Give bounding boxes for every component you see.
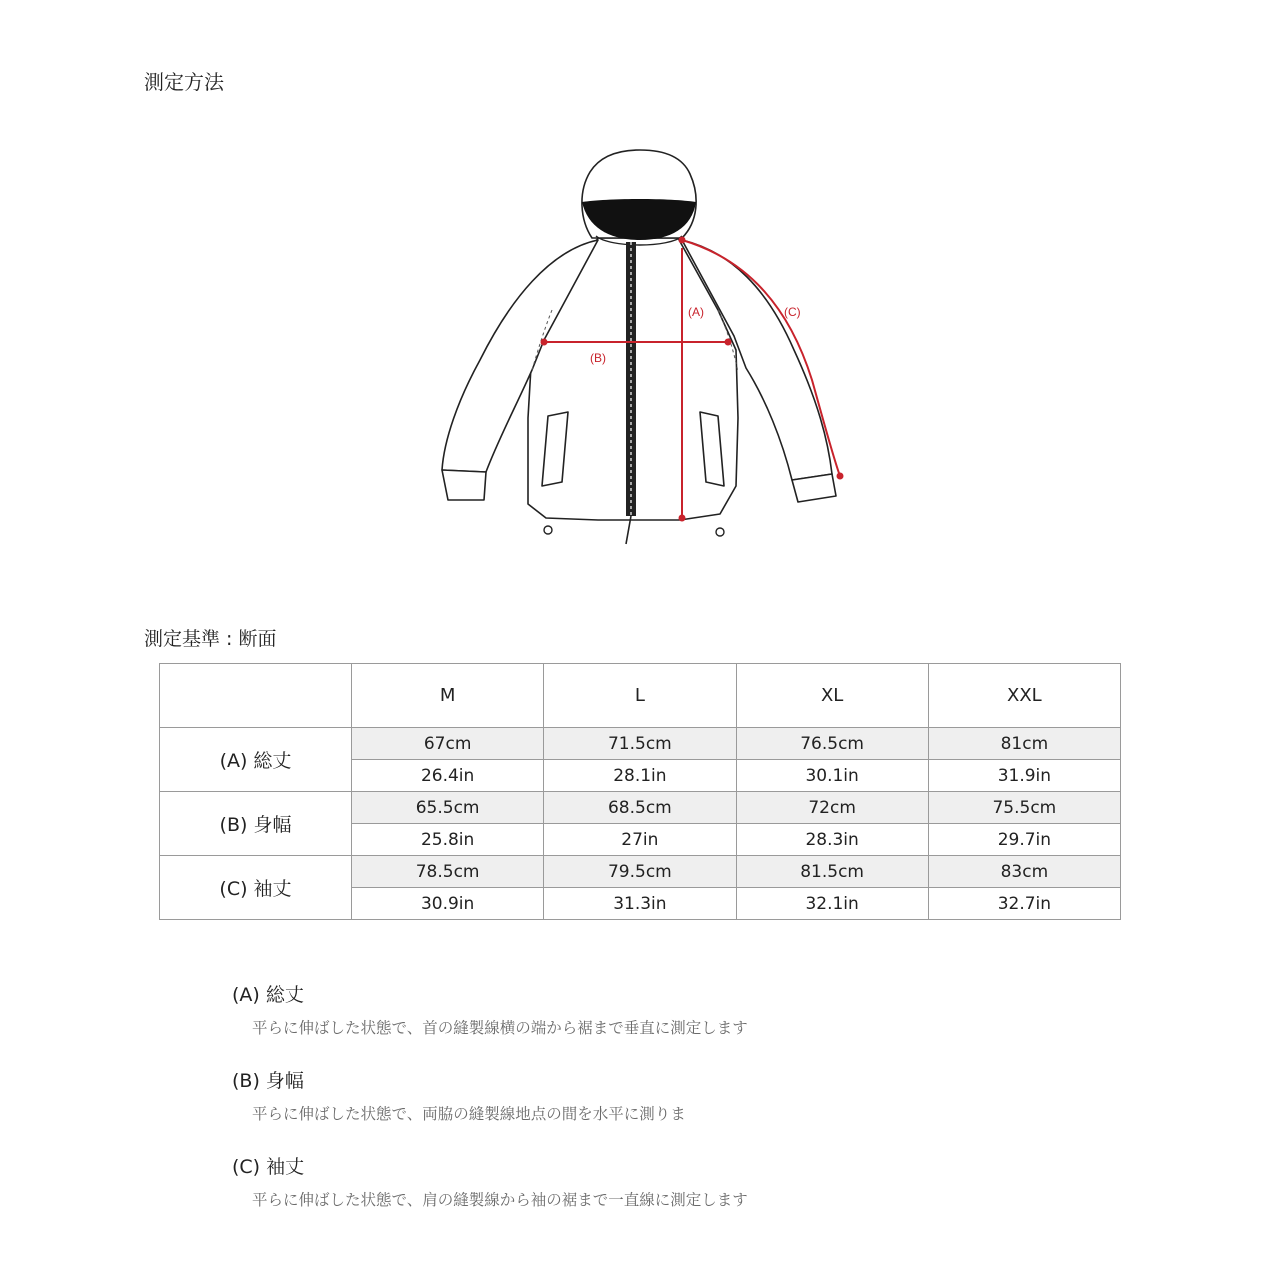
- table-cell: 76.5cm: [736, 728, 928, 760]
- description-length: [232, 980, 748, 1038]
- description-body: 平らに伸ばした状態で、首の縫製線横の端から裾まで垂直に測定します: [252, 1019, 748, 1037]
- table-cell: 68.5cm: [544, 792, 736, 824]
- table-cell: 81cm: [928, 728, 1120, 760]
- table-cell: 75.5cm: [928, 792, 1120, 824]
- table-cell: 31.3in: [544, 888, 736, 920]
- table-cell: 27in: [544, 824, 736, 856]
- table-row: [160, 728, 1121, 760]
- table-cell: 71.5cm: [544, 728, 736, 760]
- row-label-length: (A) 総丈: [160, 728, 352, 792]
- table-row: [160, 792, 1121, 824]
- table-row: [160, 856, 1121, 888]
- description-chest: [232, 1066, 686, 1124]
- table-cell: 28.1in: [544, 760, 736, 792]
- table-header-xl: XL: [736, 664, 928, 728]
- row-label-sleeve: (C) 袖丈: [160, 856, 352, 920]
- table-cell: 29.7in: [928, 824, 1120, 856]
- table-header-m: M: [352, 664, 544, 728]
- table-cell: 78.5cm: [352, 856, 544, 888]
- table-cell: 30.1in: [736, 760, 928, 792]
- description-title: (B) 身幅: [232, 1070, 304, 1092]
- table-cell: 32.7in: [928, 888, 1120, 920]
- table-header-l: L: [544, 664, 736, 728]
- label-c: (C): [784, 305, 801, 319]
- left-cuff: [442, 470, 486, 500]
- table-header-empty: [160, 664, 352, 728]
- table-cell: 31.9in: [928, 760, 1120, 792]
- description-body: 平らに伸ばした状態で、両脇の縫製線地点の間を水平に測りま: [252, 1105, 686, 1123]
- table-cell: 28.3in: [736, 824, 928, 856]
- table-cell: 83cm: [928, 856, 1120, 888]
- row-label-chest: (B) 身幅: [160, 792, 352, 856]
- table-cell: 79.5cm: [544, 856, 736, 888]
- page-title: 測定方法: [144, 70, 224, 94]
- table-cell: 32.1in: [736, 888, 928, 920]
- label-b: (B): [590, 351, 606, 365]
- description-body: 平らに伸ばした状態で、肩の縫製線から袖の裾まで一直線に測定します: [252, 1191, 748, 1209]
- table-header-row: [160, 664, 1121, 728]
- table-cell: 81.5cm: [736, 856, 928, 888]
- table-header-xxl: XXL: [928, 664, 1120, 728]
- table-cell: 30.9in: [352, 888, 544, 920]
- zipper: [626, 242, 636, 516]
- jacket-diagram: [420, 140, 860, 560]
- table-cell: 26.4in: [352, 760, 544, 792]
- table-cell: 25.8in: [352, 824, 544, 856]
- description-title: (C) 袖丈: [232, 1156, 305, 1178]
- size-table: [159, 663, 1121, 920]
- table-cell: 67cm: [352, 728, 544, 760]
- label-a: (A): [688, 305, 704, 319]
- table-cell: 65.5cm: [352, 792, 544, 824]
- table-title: 測定基準 : 断面: [144, 628, 277, 650]
- table-cell: 72cm: [736, 792, 928, 824]
- description-title: (A) 総丈: [232, 984, 304, 1006]
- description-sleeve: [232, 1152, 748, 1210]
